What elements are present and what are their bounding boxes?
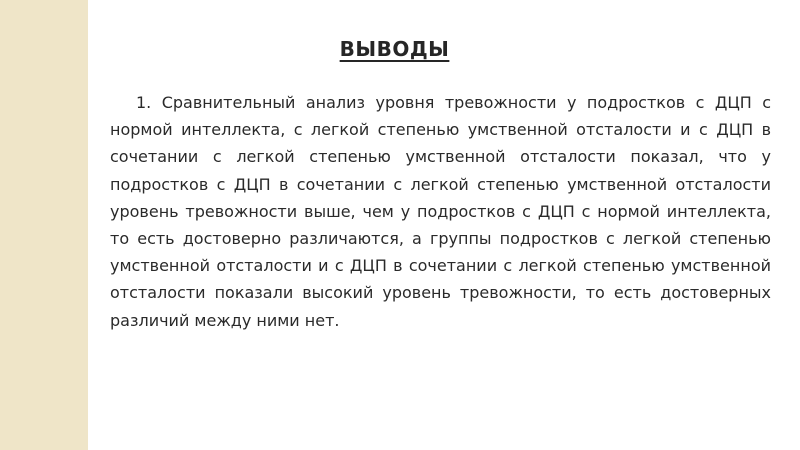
decorative-left-strip	[0, 0, 88, 450]
conclusion-paragraph: 1. Сравнительный анализ уровня тревожности у подростков с ДЦП с нормой интеллекта, с легкой степенью умственной отсталости и с ДЦП в сочетании с легкой степенью умственной отсталости показал, что у подростков с ДЦП в сочетании с легкой степенью умственной отсталости уровень тревожности выше, чем у подростков с ДЦП с нормой интеллекта, то есть достоверно различаются, а группы подростков с легкой степенью умственной отсталости и с ДЦП в сочетании с легкой степенью умственной отсталости показали высокий уровень тревожности, то есть достоверных различий между ними нет.	[110, 93, 771, 330]
slide-title: ВЫВОДЫ	[339, 37, 450, 61]
